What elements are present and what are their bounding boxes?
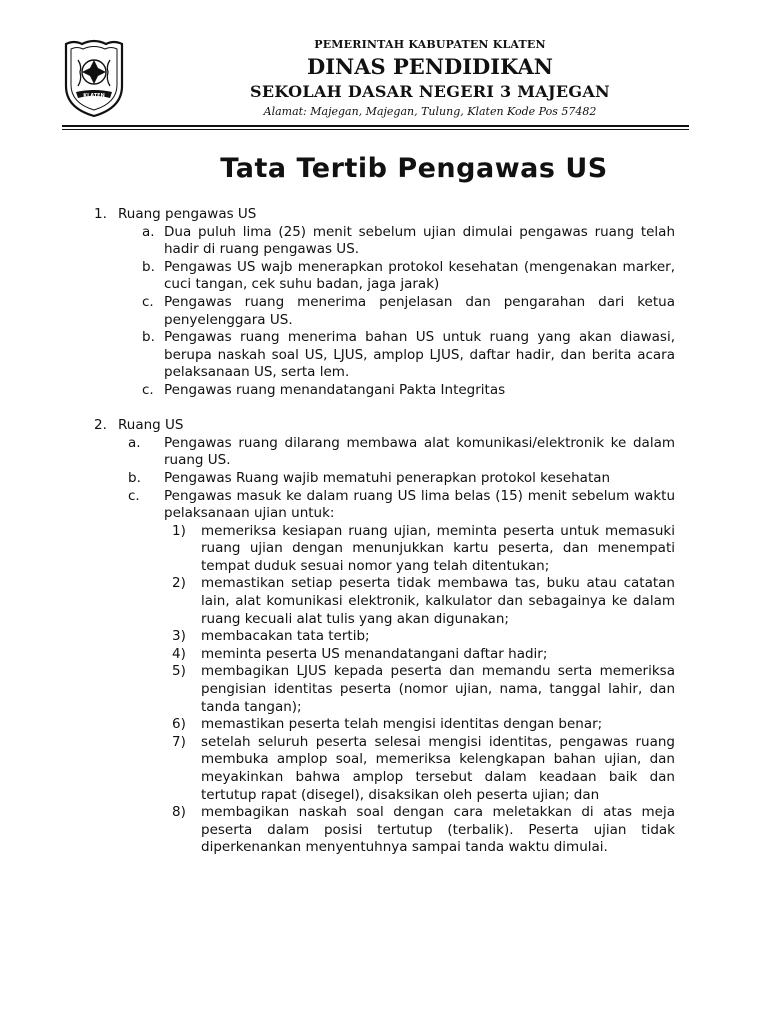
letterhead-department: DINAS PENDIDIKAN (307, 54, 553, 79)
item-marker: c. (142, 293, 154, 310)
subitem-text: membacakan tata tertib; (201, 628, 370, 645)
item-marker: c. (128, 487, 140, 504)
section-title: Ruang pengawas US (118, 206, 257, 222)
subitem-text: meminta peserta US menandatangani daftar hadir; (201, 645, 548, 662)
subitem-marker: 5) (172, 663, 186, 680)
list-item (142, 329, 675, 382)
subitem-text: membagikan LJUS kepada peserta dan memandu serta memeriksa pengisian identitas peserta (nomor ujian, nama, tanggal lahir, dan tanda tangan); (201, 663, 675, 715)
sub-list-item (172, 733, 675, 804)
subitem-text: setelah seluruh peserta selesai mengisi identitas, pengawas ruang membuka amplop soal, memeriksa kelengkapan bahan ujian, dan meyakinkan bahwa amplop tersebut dalam keadaan baik dan tertutup rapat (disegel), disaksikan oleh peserta ujian; dan (201, 733, 675, 803)
item-text: Dua puluh lima (25) menit sebelum ujian dimulai pengawas ruang telah hadir di ruang pengawas US. (164, 223, 675, 258)
section-heading (94, 417, 675, 435)
sub-list-item (172, 645, 675, 664)
page-title: Tata Tertib Pengawas US (220, 153, 608, 184)
subitem-marker: 8) (172, 804, 186, 821)
letterhead-divider (62, 125, 689, 127)
item-text: Pengawas ruang menerima bahan US untuk ruang yang akan diawasi, berupa naskah soal US, LJUS, amplop LJUS, daftar hadir, dan berita acara pelaksanaan US, serta lem. (164, 329, 675, 381)
section-title: Ruang US (118, 417, 184, 434)
item-text: Pengawas ruang menerima penjelasan dan pengarahan dari ketua penyelenggara US. (164, 293, 675, 328)
subitem-marker: 3) (172, 628, 186, 645)
subitem-text: membagikan naskah soal dengan cara meletakkan di atas meja peserta dalam posisi tertutup (terbalik). Peserta ujian tidak diperkenankan menyentuhnya sampai tanda waktu dimulai. (201, 804, 675, 856)
subitem-text: memeriksa kesiapan ruang ujian, meminta peserta untuk memasuki ruang ujian dengan menunjukkan kartu peserta, dan menempati tempat duduk sesuai nomor yang telah ditentukan; (201, 522, 675, 574)
subitem-marker: 7) (172, 733, 186, 750)
subitem-marker: 2) (172, 575, 186, 592)
list-item (142, 223, 675, 259)
list-item (128, 487, 675, 523)
section-heading (94, 206, 675, 224)
item-marker: c. (142, 381, 154, 398)
subitem-marker: 1) (172, 522, 186, 539)
section-marker: 1. (94, 206, 107, 222)
logo-text: KLATEN (83, 93, 105, 99)
list-item (128, 469, 675, 488)
letterhead-address: Alamat: Majegan, Majegan, Tulung, Klaten Kode Pos 57482 (263, 105, 597, 118)
list-item (128, 434, 675, 470)
subitem-text: memastikan peserta telah mengisi identitas dengan benar; (201, 716, 603, 733)
section-marker: 2. (94, 417, 107, 434)
item-text: Pengawas Ruang wajib mematuhi penerapkan protokol kesehatan (164, 469, 611, 486)
document-body (0, 206, 768, 857)
item-text: Pengawas masuk ke dalam ruang US lima belas (15) menit sebelum waktu pelaksanaan ujian untuk: (164, 487, 675, 522)
item-text: Pengawas US wajb menerapkan protokol kesehatan (mengenakan marker, cuci tangan, cek suhu badan, jaga jarak) (164, 258, 675, 293)
item-text: Pengawas ruang dilarang membawa alat komunikasi/elektronik ke dalam ruang US. (164, 434, 675, 469)
sub-list-item (172, 522, 675, 576)
section-spacer (0, 400, 768, 418)
sub-list-item (172, 628, 675, 646)
item-text: Pengawas ruang menandatangani Pakta Integritas (164, 381, 506, 398)
list-item (142, 381, 675, 400)
subitem-marker: 6) (172, 716, 186, 733)
letterhead-government: PEMERINTAH KABUPATEN KLATEN (314, 38, 546, 51)
item-marker: b. (142, 329, 155, 346)
klaten-emblem-icon (62, 38, 126, 118)
item-marker: b. (128, 469, 141, 486)
letterhead-school: SEKOLAH DASAR NEGERI 3 MAJEGAN (250, 82, 610, 101)
sub-list-item (172, 575, 675, 628)
list-item (142, 258, 675, 294)
subitem-marker: 4) (172, 645, 186, 662)
sub-list-item (172, 716, 675, 734)
letterhead-divider-thin (62, 129, 689, 130)
list-item (142, 293, 675, 329)
item-marker: b. (142, 258, 155, 275)
sub-list-item (172, 804, 675, 857)
sub-list-item (172, 663, 675, 716)
item-marker: a. (128, 434, 141, 451)
subitem-text: memastikan setiap peserta tidak membawa tas, buku atau catatan lain, alat komunikasi elektronik, kalkulator dan sebagainya ke dalam ruang kecuali alat tulis yang akan digunakan; (201, 575, 675, 627)
item-marker: a. (142, 223, 155, 240)
